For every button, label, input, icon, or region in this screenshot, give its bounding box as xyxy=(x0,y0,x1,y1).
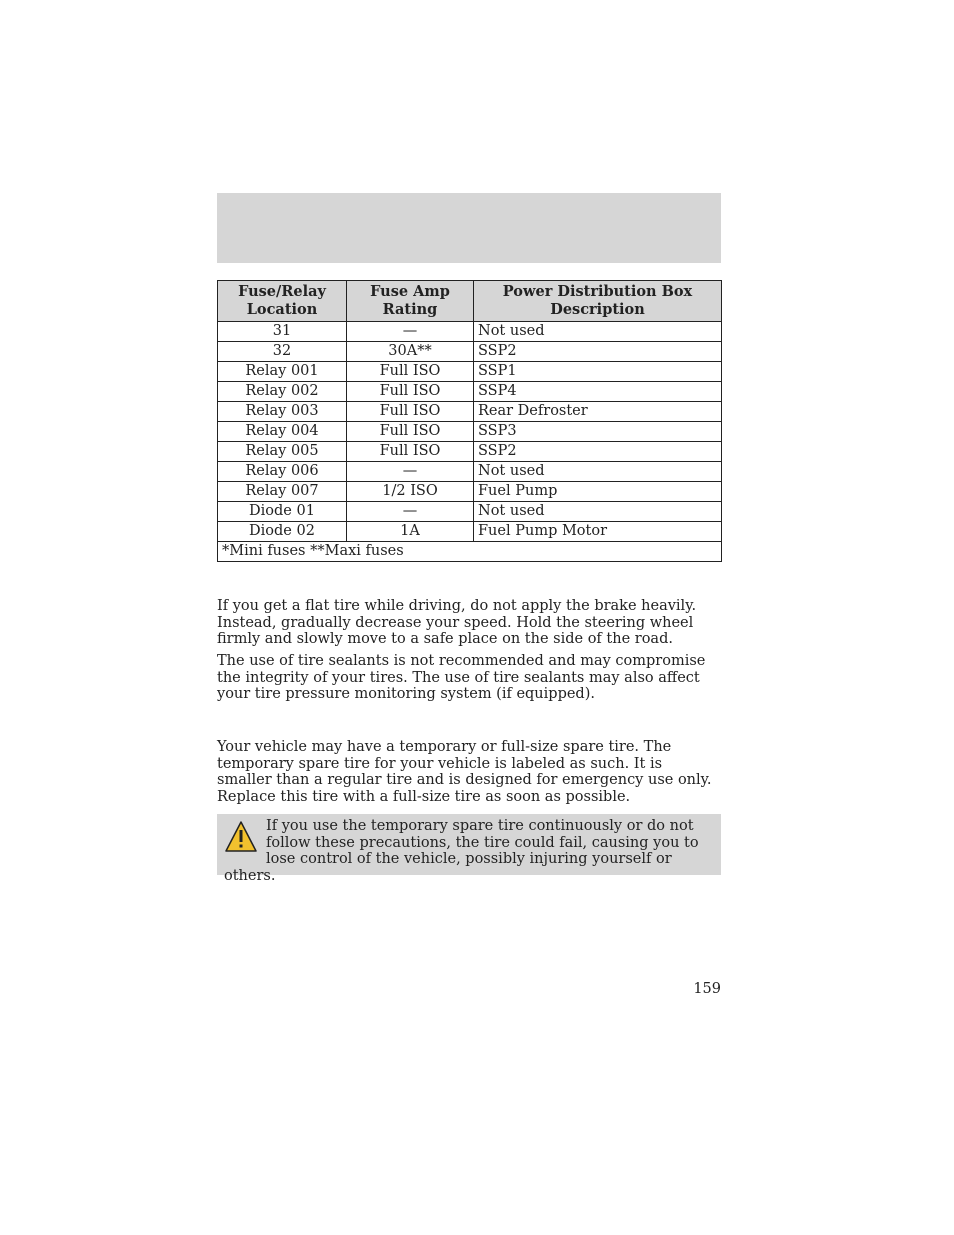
table-row xyxy=(218,482,722,502)
cell-location: 31 xyxy=(218,322,347,342)
cell-amp-rating: Full ISO xyxy=(347,382,474,402)
cell-amp-rating: Full ISO xyxy=(347,422,474,442)
cell-description: Fuel Pump xyxy=(474,482,722,502)
cell-location: Relay 003 xyxy=(218,402,347,422)
cell-location: Relay 005 xyxy=(218,442,347,462)
cell-description: Rear Defroster xyxy=(474,402,722,422)
table-header-row xyxy=(218,281,722,322)
cell-amp-rating: 1A xyxy=(347,522,474,542)
cell-amp-rating: — xyxy=(347,462,474,482)
flat-tire-paragraph: If you get a flat tire while driving, do not apply the brake heavily. Instead, gradually decrease your speed. Hold the steering wheel firmly and slowly move to a safe place on the side of the road. xyxy=(217,598,697,648)
cell-description: Not used xyxy=(474,502,722,522)
cell-description: SSP1 xyxy=(474,362,722,382)
warning-triangle-icon xyxy=(224,820,258,854)
header-location: Fuse/Relay Location xyxy=(218,281,347,322)
section-header-band xyxy=(217,193,721,263)
cell-location: 32 xyxy=(218,342,347,362)
table-row xyxy=(218,402,722,422)
cell-description: Not used xyxy=(474,322,722,342)
warning-box xyxy=(217,814,721,884)
cell-description: Fuel Pump Motor xyxy=(474,522,722,542)
cell-amp-rating: Full ISO xyxy=(347,442,474,462)
warning-text: If you use the temporary spare tire continuously or do not follow these precautions, the tire could fail, causing you to lose control of the vehicle, possibly injuring yourself or others. xyxy=(224,818,699,884)
table-row xyxy=(218,462,722,482)
cell-description: SSP2 xyxy=(474,342,722,362)
table-row xyxy=(218,342,722,362)
page-number: 159 xyxy=(693,981,721,997)
cell-amp-rating: — xyxy=(347,322,474,342)
spare-tire-paragraph: Your vehicle may have a temporary or full-size spare tire. The temporary spare tire for your vehicle is labeled as such. It is smaller than a regular tire and is designed for emergency use only. Replace this tire with a full-size tire as soon as possible. xyxy=(217,739,712,805)
table-footnote-row xyxy=(218,542,722,562)
cell-location: Relay 004 xyxy=(218,422,347,442)
table-footnote: *Mini fuses **Maxi fuses xyxy=(218,542,722,562)
cell-amp-rating: — xyxy=(347,502,474,522)
cell-amp-rating: 1/2 ISO xyxy=(347,482,474,502)
table-row xyxy=(218,322,722,342)
cell-location: Relay 002 xyxy=(218,382,347,402)
cell-location: Diode 01 xyxy=(218,502,347,522)
cell-location: Diode 02 xyxy=(218,522,347,542)
cell-location: Relay 006 xyxy=(218,462,347,482)
cell-location: Relay 007 xyxy=(218,482,347,502)
table-row xyxy=(218,522,722,542)
cell-description: Not used xyxy=(474,462,722,482)
header-amp-rating: Fuse Amp Rating xyxy=(347,281,474,322)
table-row xyxy=(218,442,722,462)
table-row xyxy=(218,422,722,442)
header-description: Power Distribution Box Description xyxy=(474,281,722,322)
cell-location: Relay 001 xyxy=(218,362,347,382)
cell-amp-rating: Full ISO xyxy=(347,402,474,422)
tire-sealants-paragraph: The use of tire sealants is not recommended and may compromise the integrity of your tires. The use of tire sealants may also affect your tire pressure monitoring system (if equipped). xyxy=(217,653,706,703)
table-row xyxy=(218,502,722,522)
table-row xyxy=(218,362,722,382)
cell-description: SSP4 xyxy=(474,382,722,402)
fuse-relay-table xyxy=(217,280,722,562)
cell-amp-rating: Full ISO xyxy=(347,362,474,382)
table-row xyxy=(218,382,722,402)
cell-description: SSP2 xyxy=(474,442,722,462)
cell-description: SSP3 xyxy=(474,422,722,442)
cell-amp-rating: 30A** xyxy=(347,342,474,362)
